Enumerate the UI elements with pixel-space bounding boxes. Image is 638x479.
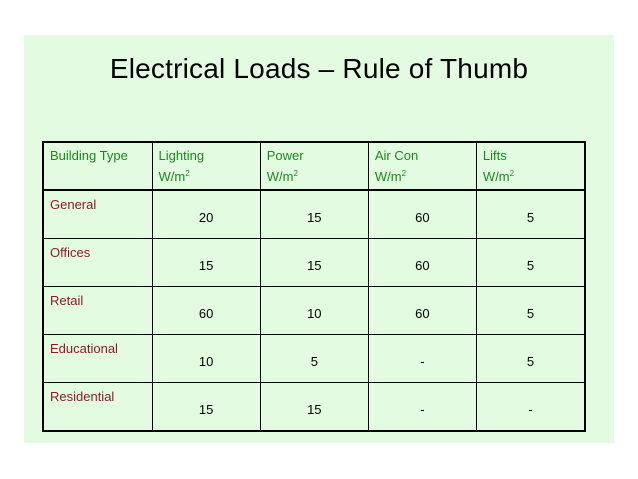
header-lifts-label: Lifts [482, 148, 507, 163]
header-lighting-cell [152, 142, 260, 190]
lighting-value-cell [152, 287, 260, 335]
table-header-row [43, 142, 585, 190]
power-value-cell [260, 383, 368, 432]
row-label: Offices [50, 245, 91, 260]
air-con-value-cell [368, 335, 476, 383]
row-label: Retail [50, 293, 84, 308]
lifts-value-cell [476, 190, 585, 239]
power-value: 15 [307, 258, 322, 273]
lighting-value: 10 [198, 354, 214, 369]
row-label: Educational [50, 341, 118, 356]
power-value-cell [260, 287, 368, 335]
row-label: Residential [50, 389, 115, 404]
lifts-value-cell [476, 383, 585, 432]
air-con-value: 60 [415, 210, 430, 225]
power-value-cell [260, 239, 368, 287]
header-air-con-unit: $W/m^2$ [374, 169, 407, 184]
air-con-value-cell [368, 190, 476, 239]
lighting-value: 60 [198, 306, 214, 321]
header-building-type-cell [43, 142, 152, 190]
lifts-value-cell [476, 287, 585, 335]
electrical-loads-table [42, 141, 586, 432]
air-con-value-cell [368, 239, 476, 287]
row-label-cell [43, 190, 152, 239]
lighting-value: 15 [198, 258, 214, 273]
power-value: 5 [310, 354, 318, 369]
lighting-value-cell [152, 239, 260, 287]
row-label: General [50, 197, 97, 212]
air-con-value: 60 [415, 258, 430, 273]
power-value-cell [260, 190, 368, 239]
header-air-con-cell [368, 142, 476, 190]
lifts-value: 5 [526, 258, 535, 273]
slide-title: Electrical Loads – Rule of Thumb [109, 53, 529, 84]
header-lighting-label: Lighting [158, 148, 205, 163]
lighting-value-cell [152, 190, 260, 239]
header-lighting-unit: $W/m^2$ [158, 169, 190, 184]
header-building-type: Building Type [50, 148, 128, 163]
table-row [43, 383, 585, 432]
header-power-label: Power [266, 148, 304, 163]
row-label-cell [43, 287, 152, 335]
table-row [43, 190, 585, 239]
table-row [43, 287, 585, 335]
lighting-value: 20 [198, 210, 214, 225]
table-row [43, 335, 585, 383]
power-value: 15 [307, 210, 322, 225]
lifts-value: 5 [526, 306, 535, 321]
air-con-value: - [420, 354, 425, 369]
row-label-cell [43, 335, 152, 383]
air-con-value-cell [368, 383, 476, 432]
lighting-value-cell [152, 335, 260, 383]
lifts-value: 5 [526, 354, 535, 369]
header-power-unit: $W/m^2$ [266, 169, 298, 184]
row-label-cell [43, 383, 152, 432]
lifts-value-cell [476, 239, 585, 287]
air-con-value: 60 [415, 306, 430, 321]
header-lifts-cell [476, 142, 585, 190]
air-con-value-cell [368, 287, 476, 335]
power-value: 10 [307, 306, 322, 321]
lifts-value-cell [476, 335, 585, 383]
air-con-value: - [420, 402, 425, 417]
header-lifts-unit: $W/m^2$ [482, 169, 515, 184]
header-power-cell [260, 142, 368, 190]
power-value-cell [260, 335, 368, 383]
lighting-value-cell [152, 383, 260, 432]
lifts-value: 5 [526, 210, 535, 225]
lifts-value: - [528, 402, 533, 417]
lighting-value: 15 [198, 402, 214, 417]
header-air-con-label: Air Con [374, 148, 419, 163]
power-value: 15 [307, 402, 322, 417]
slide [24, 35, 614, 443]
table-row [43, 239, 585, 287]
row-label-cell [43, 239, 152, 287]
